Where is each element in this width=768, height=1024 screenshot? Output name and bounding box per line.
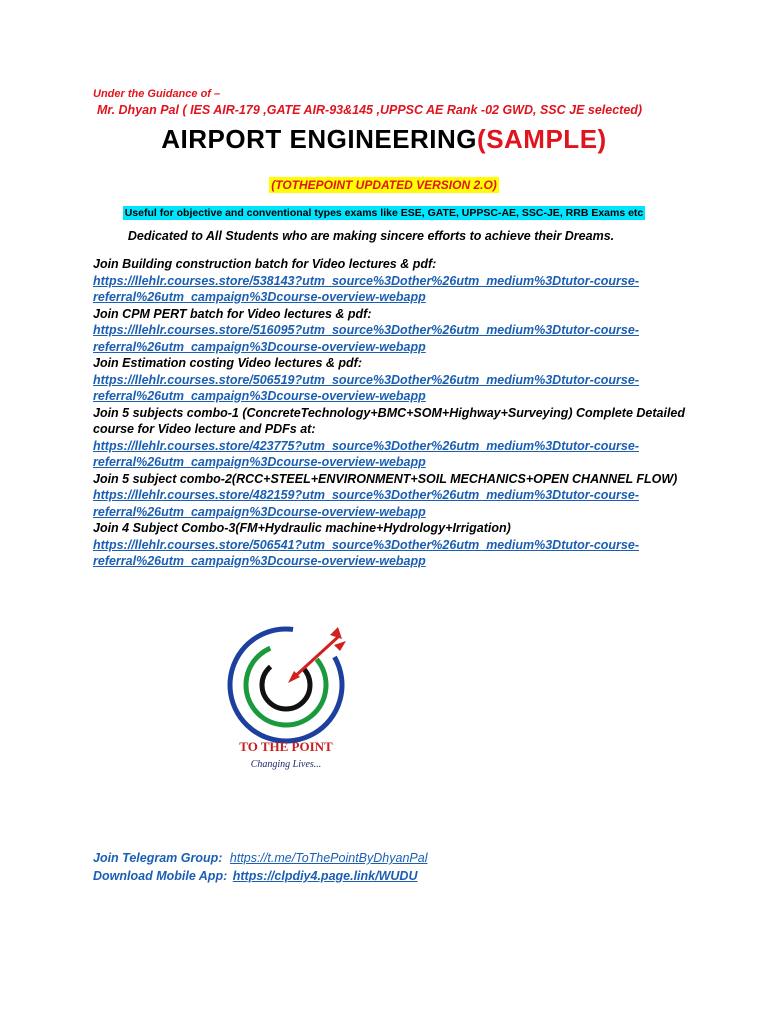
course-list <box>93 256 693 570</box>
course-label: Join Building construction batch for Video lectures & pdf: <box>93 257 437 271</box>
course-link-line1[interactable]: https://llehlr.courses.store/538143?utm_source%3Dother%26utm_medium%3Dtutor-course- <box>93 273 639 288</box>
title-main: AIRPORT ENGINEERING <box>161 124 478 154</box>
to-the-point-logo <box>214 625 362 775</box>
course-link-line1[interactable]: https://llehlr.courses.store/506541?utm_source%3Dother%26utm_medium%3Dtutor-course- <box>93 537 639 552</box>
app-link[interactable]: https://clpdiy4.page.link/WUDU <box>232 869 418 883</box>
arrow-shaft <box>292 637 338 679</box>
useful-banner <box>0 203 768 221</box>
useful-text: Useful for objective and conventional types exams like ESE, GATE, UPPSC-AE, SSC-JE, RRB Exams etc <box>124 207 644 219</box>
course-link[interactable] <box>93 438 693 471</box>
course-label: Join 4 Subject Combo-3(FM+Hydraulic machine+Hydrology+Irrigation) <box>93 521 511 535</box>
course-link[interactable] <box>93 487 693 520</box>
telegram-link[interactable]: https://t.me/ToThePointByDhyanPal <box>229 851 428 865</box>
course-label: Join 5 subject combo-2(RCC+STEEL+ENVIRONMENT+SOIL MECHANICS+OPEN CHANNEL FLOW) <box>93 471 678 486</box>
mentor-credentials: Mr. Dhyan Pal ( IES AIR-179 ,GATE AIR-93&145 ,UPPSC AE Rank -02 GWD, SSC JE selected) <box>97 103 643 117</box>
title-sample: (SAMPLE) <box>477 124 607 154</box>
course-link-line2[interactable]: referral%26utm_campaign%3Dcourse-overview-webapp <box>93 554 426 568</box>
telegram-line <box>93 851 427 865</box>
course-link[interactable] <box>93 322 693 355</box>
course-link-line2[interactable]: referral%26utm_campaign%3Dcourse-overview-webapp <box>93 339 426 354</box>
course-item <box>93 471 693 521</box>
course-link-line1[interactable]: https://llehlr.courses.store/482159?utm_source%3Dother%26utm_medium%3Dtutor-course- <box>93 488 639 502</box>
guidance-heading: Under the Guidance of – <box>93 88 221 100</box>
course-item <box>93 355 693 405</box>
course-link-line1[interactable]: https://llehlr.courses.store/516095?utm_source%3Dother%26utm_medium%3Dtutor-course- <box>93 323 639 337</box>
course-label: Join CPM PERT batch for Video lectures & pdf: <box>93 306 372 321</box>
version-text: (TOTHEPOINT UPDATED VERSION 2.O) <box>271 178 497 192</box>
course-link-line1[interactable]: https://llehlr.courses.store/423775?utm_source%3Dother%26utm_medium%3Dtutor-course- <box>93 438 639 453</box>
course-link-line2[interactable]: referral%26utm_campaign%3Dcourse-overview-webapp <box>93 290 426 304</box>
course-link-line2[interactable]: referral%26utm_campaign%3Dcourse-overview-webapp <box>93 504 426 519</box>
course-item <box>93 306 693 356</box>
document-title <box>0 124 768 155</box>
dedication-line: Dedicated to All Students who are making sincere efforts to achieve their Dreams. <box>127 229 615 243</box>
version-banner <box>0 176 768 194</box>
course-item <box>93 256 693 306</box>
app-line <box>93 869 417 883</box>
course-label: Join 5 subjects combo-1 (ConcreteTechnology+BMC+SOM+Highway+Surveying) Complete Detailed course for Video lecture and PDFs at: <box>93 405 686 436</box>
course-link[interactable] <box>93 273 693 306</box>
course-link-line2[interactable]: referral%26utm_campaign%3Dcourse-overview-webapp <box>93 455 426 469</box>
course-link[interactable] <box>93 537 693 570</box>
course-item <box>93 520 693 570</box>
course-link-line1[interactable]: https://llehlr.courses.store/506519?utm_source%3Dother%26utm_medium%3Dtutor-course- <box>93 372 639 387</box>
telegram-label: Join Telegram Group: <box>93 851 223 865</box>
app-label: Download Mobile App: <box>93 869 228 883</box>
course-item <box>93 405 693 471</box>
arrow-fletch-bottom <box>334 641 346 651</box>
logo-tagline: Changing Lives... <box>250 759 322 770</box>
logo-brand: TO THE POINT <box>239 739 333 754</box>
course-link-line2[interactable]: referral%26utm_campaign%3Dcourse-overview-webapp <box>93 389 426 403</box>
course-label: Join Estimation costing Video lectures & pdf: <box>93 356 363 370</box>
course-link[interactable] <box>93 372 693 405</box>
